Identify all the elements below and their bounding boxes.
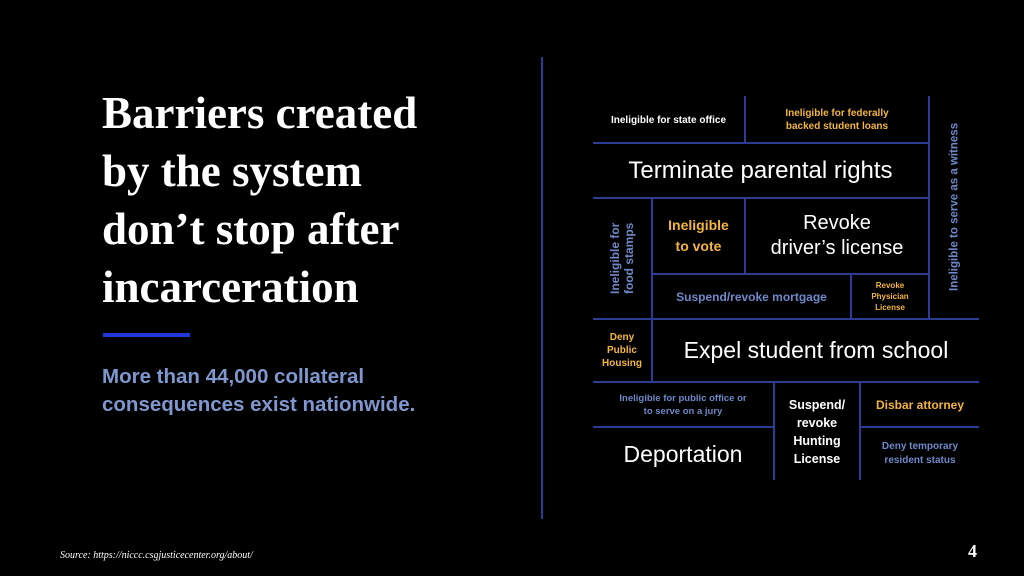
cell-physician-license: Revoke Physician License [871, 281, 909, 312]
title-accent-bar [103, 333, 190, 337]
cell-hunting-license: Suspend/ revoke Hunting License [788, 397, 846, 466]
cell-expel-student: Expel student from school [683, 337, 949, 363]
cell-parental-rights: Terminate parental rights [628, 156, 893, 184]
cell-drivers-license: Revoke driver’s license [770, 212, 904, 259]
cell-deportation: Deportation [623, 440, 743, 467]
cell-witness: Ineligible to serve as a witness [948, 122, 961, 292]
slide-subtitle: More than 44,000 collateral consequences exist nationwide. [102, 365, 416, 416]
cell-student-loans: Ineligible for federally backed student loans [785, 108, 889, 132]
cell-public-housing: Deny Public Housing [602, 332, 642, 369]
source-citation: Source: https://niccc.csgjusticecenter.org/about/ [60, 550, 253, 561]
cell-food-stamps: Ineligible for food stamps [608, 222, 636, 295]
cell-disbar: Disbar attorney [875, 397, 965, 412]
cell-vote: Ineligible to vote [668, 217, 729, 254]
cell-mortgage: Suspend/revoke mortgage [676, 289, 827, 304]
cell-public-office-jury: Ineligible for public office or to serve on a jury [619, 392, 747, 417]
cell-resident-status: Deny temporary resident status [881, 441, 959, 466]
vertical-divider [541, 57, 543, 519]
cell-state-office: Ineligible for state office [610, 114, 727, 126]
page-number: 4 [968, 541, 977, 561]
slide-title: Barriers created by the system don’t stop after incarceration [102, 88, 418, 312]
